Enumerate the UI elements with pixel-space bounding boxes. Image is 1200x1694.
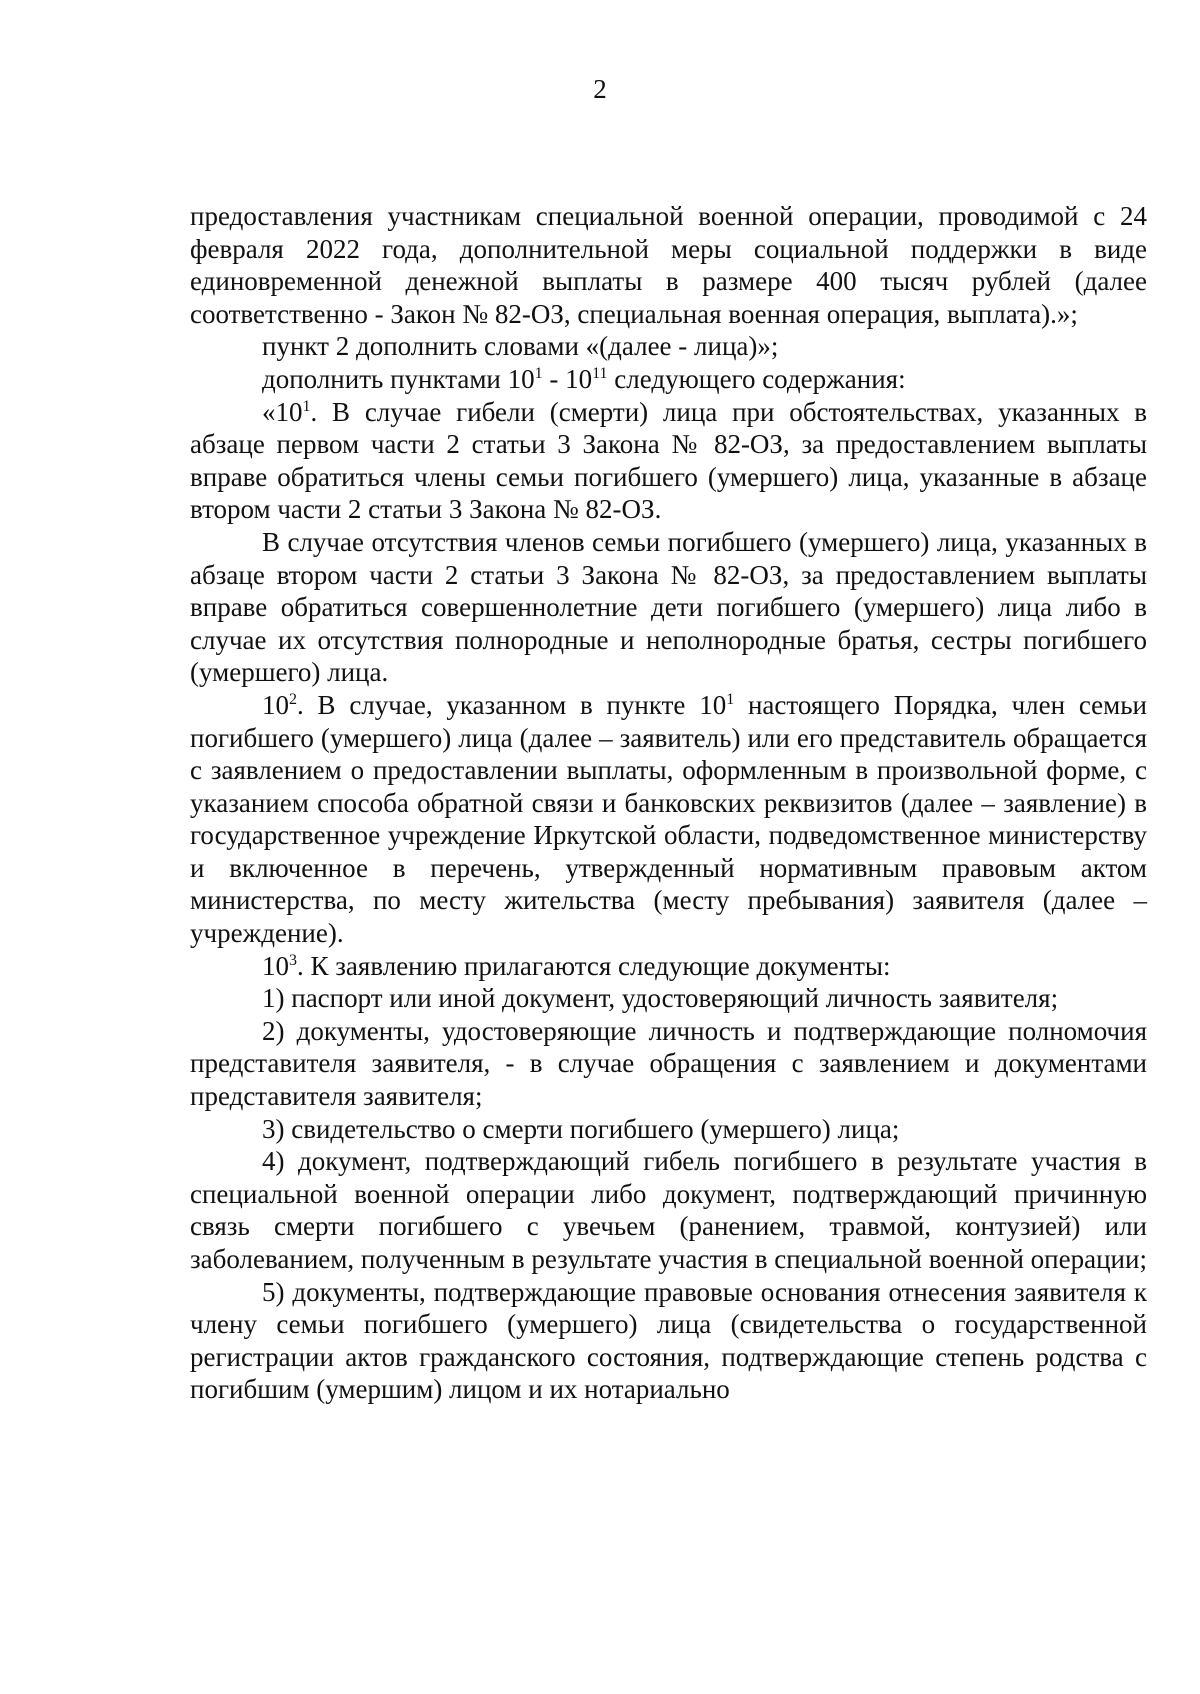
paragraph-text: - 10 bbox=[542, 363, 593, 394]
paragraph-text: 10 bbox=[262, 689, 289, 720]
paragraph bbox=[190, 363, 1147, 396]
paragraph bbox=[190, 330, 1147, 363]
paragraph bbox=[190, 950, 1147, 983]
paragraph-text: 3) свидетельство о смерти погибшего (умершего) лица; bbox=[262, 1113, 900, 1144]
superscript-index: 1 bbox=[726, 690, 735, 708]
paragraph-text: 5) документы, подтверждающие правовые основания отнесения заявителя к члену семьи погибшего (умершего) лица (свидетельства о государственной регистрации актов гражданского состояния, подтверждающие степень родства с погибшим (умершим) лицом и их нотариально bbox=[190, 1276, 1147, 1405]
paragraph-text: 10 bbox=[262, 950, 289, 981]
superscript-index: 3 bbox=[289, 951, 297, 969]
paragraph-text: . К заявлению прилагаются следующие документы: bbox=[297, 950, 891, 981]
superscript-index: 11 bbox=[592, 364, 608, 382]
superscript-index: 2 bbox=[289, 690, 297, 708]
paragraph bbox=[190, 1145, 1147, 1275]
paragraph-text: дополнить пунктами 10 bbox=[262, 363, 535, 394]
paragraph-text: 1) паспорт или иной документ, удостоверяющий личность заявителя; bbox=[262, 983, 1059, 1014]
paragraph bbox=[190, 689, 1147, 950]
paragraph-text: . В случае, указанном в пункте 10 bbox=[297, 689, 727, 720]
paragraph bbox=[190, 200, 1147, 330]
paragraph-text: «10 bbox=[262, 396, 303, 427]
paragraph bbox=[190, 1113, 1147, 1146]
superscript-index: 1 bbox=[302, 397, 311, 415]
paragraph-text: 2) документы, удостоверяющие личность и подтверждающие полномочия представителя заявителя, - в случае обращения с заявлением и документами представителя заявителя; bbox=[190, 1015, 1147, 1112]
paragraph-text: В случае отсутствия членов семьи погибшего (умершего) лица, указанных в абзаце втором части 2 статьи 3 Закона № 82-ОЗ, за предоставлением выплаты вправе обратиться совершеннолетние дети погибшего (умершего) лица либо в случае их отсутствия полнородные и неполнородные братья, сестры погибшего (умершего) лица. bbox=[190, 526, 1147, 688]
superscript-index: 1 bbox=[534, 364, 543, 382]
paragraph-text: настоящего Порядка, член семьи погибшего (умершего) лица (далее – заявитель) или его представитель обращается с заявлением о предоставлении выплаты, оформленным в произвольной форме, с указанием способа обратной связи и банковских реквизитов (далее – заявление) в государственное учреждение Иркутской области, подведомственное министерству и включенное в перечень, утвержденный нормативным правовым актом министерства, по месту жительства (месту пребывания) заявителя (далее – учреждение). bbox=[190, 689, 1147, 949]
page-number: 2 bbox=[593, 74, 607, 104]
paragraph bbox=[190, 526, 1147, 689]
paragraph-text: пункт 2 дополнить словами «(далее - лица)»; bbox=[262, 331, 779, 362]
paragraph bbox=[190, 982, 1147, 1015]
paragraph-text: предоставления участникам специальной военной операции, проводимой с 24 февраля 2022 года, дополнительной меры социальной поддержки в виде единовременной денежной выплаты в размере 400 тысяч рублей (далее соответственно - Закон № 82-ОЗ, специальная военная операция, выплата).»; bbox=[190, 201, 1147, 329]
paragraph-text: следующего содержания: bbox=[607, 363, 906, 394]
paragraph bbox=[190, 396, 1147, 526]
paragraph bbox=[190, 1276, 1147, 1406]
paragraph bbox=[190, 1015, 1147, 1113]
document-body bbox=[190, 200, 1147, 1406]
paragraph-text: 4) документ, подтверждающий гибель погибшего в результате участия в специальной военной операции либо документ, подтверждающий причинную связь смерти погибшего с увечьем (ранением, травмой, контузией) или заболеванием, полученным в результате участия в специальной военной операции; bbox=[190, 1146, 1147, 1274]
paragraph-text: . В случае гибели (смерти) лица при обстоятельствах, указанных в абзаце первом части 2 статьи 3 Закона № 82-ОЗ, за предоставлением выплаты вправе обратиться члены семьи погибшего (умершего) лица, указанные в абзаце втором части 2 статьи 3 Закона № 82-ОЗ. bbox=[190, 396, 1147, 525]
